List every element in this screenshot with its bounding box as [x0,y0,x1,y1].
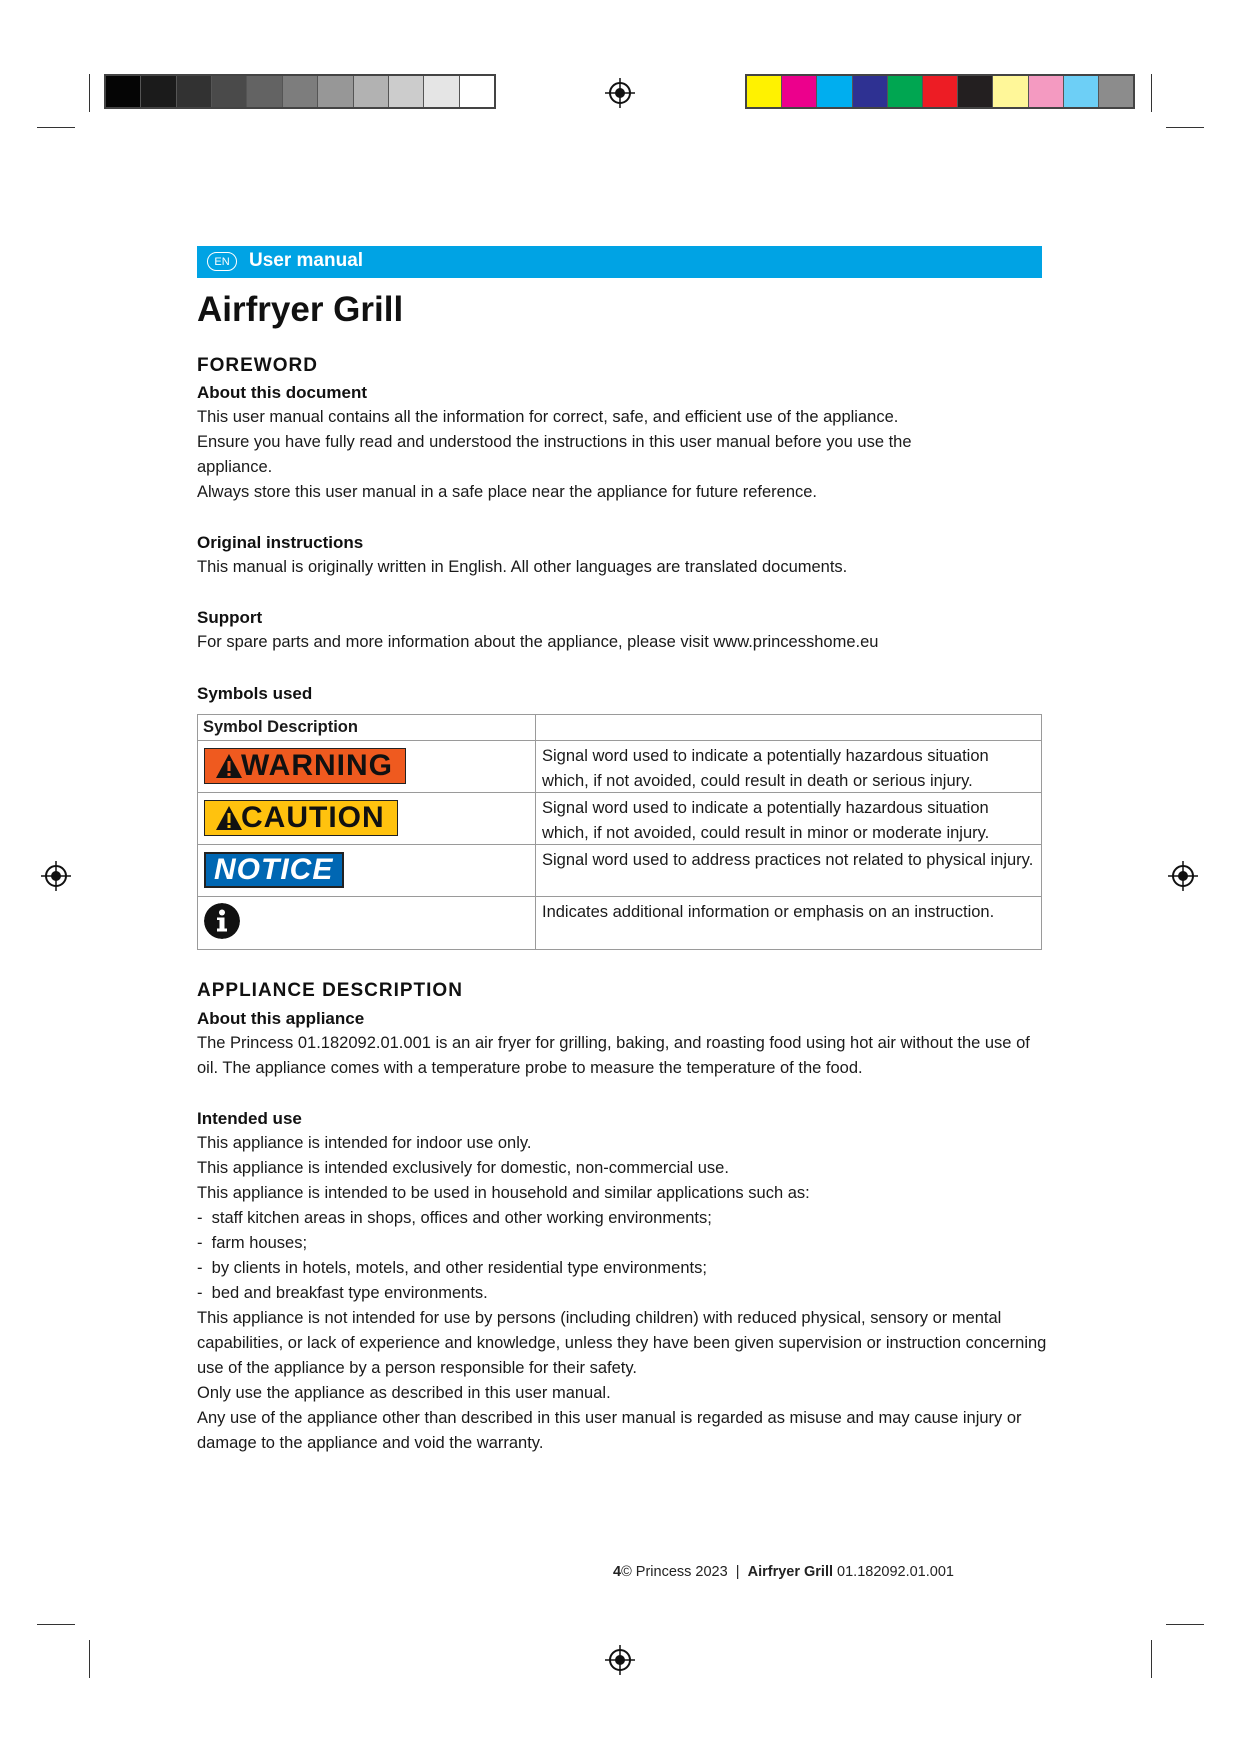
paragraph: Always store this user manual in a safe place near the appliance for future reference. [197,483,818,501]
symbol-cell [198,793,536,844]
description-cell: Indicates additional information or emphasis on an instruction. [542,903,995,921]
list-item-text: staff kitchen areas in shops, offices and other working environments; [211,1209,712,1227]
crop-mark [1166,127,1204,128]
section-heading-foreword: FOREWORD [197,355,318,376]
about-appliance-text: The Princess 01.182092.01.001 is an air fryer for grilling, baking, and roasting food using hot air without the use of oil. The appliance comes with a temperature probe to measure the temperature of the food. [197,1034,1030,1077]
paragraph: This appliance is intended exclusively for domestic, non-commercial use. [197,1159,729,1177]
header-band [197,246,1042,278]
page-footer [613,1564,954,1580]
color-swatch [782,76,817,107]
registration-mark-icon [1168,861,1198,891]
notice-sign-label: NOTICE [214,853,334,886]
crop-mark [37,127,75,128]
intended-use-text [197,1131,1047,1456]
page-title: Airfryer Grill [197,290,404,329]
paragraph: This appliance is intended for indoor use only. [197,1134,532,1152]
info-icon [204,903,240,939]
color-swatch [1064,76,1099,107]
color-swatch [1029,76,1064,107]
color-swatch [141,76,176,107]
table-row [198,897,1041,949]
color-swatch [460,76,494,107]
color-swatch [958,76,993,107]
warning-sign-label: WARNING [241,749,393,782]
table-row [198,845,1041,897]
warning-sign [204,748,406,784]
table-row [198,741,1041,793]
grayscale-calibration-bar [104,74,496,109]
list-item: - farm houses; [197,1234,308,1252]
symbol-cell [198,741,536,792]
color-swatch [853,76,888,107]
description-cell: Signal word used to indicate a potentially hazardous situation which, if not avoided, could result in minor or moderate injury. [542,799,990,842]
original-instructions-text: This manual is originally written in English. All other languages are translated documents. [197,558,848,576]
color-swatch [817,76,852,107]
color-swatch [923,76,958,107]
paragraph: Ensure you have fully read and understood the instructions in this user manual before you use the appliance. [197,433,912,476]
paragraph: This appliance is not intended for use by persons (including children) with reduced physical, sensory or mental capabilities, or lack of experience and knowledge, unless they have been given supervision or instruction concerning use of the appliance by a person responsible for their safety. [197,1309,1047,1377]
registration-mark-icon [41,861,71,891]
symbol-cell [198,897,536,949]
color-swatch [747,76,782,107]
color-swatch [389,76,424,107]
description-cell: Signal word used to indicate a potentially hazardous situation which, if not avoided, could result in death or serious injury. [542,747,989,790]
footer-model: 01.182092.01.001 [837,1564,954,1580]
color-swatch [212,76,247,107]
table-header-row [198,715,1041,741]
subheading-about-appliance: About this appliance [197,1009,365,1028]
color-swatch [1099,76,1133,107]
caution-sign [204,800,398,836]
description-cell: Signal word used to address practices not related to physical injury. [542,851,1034,869]
list-item: - by clients in hotels, motels, and other residential type environments; [197,1259,707,1277]
registration-mark-icon [605,78,635,108]
about-document-text [197,405,987,505]
color-swatch [424,76,459,107]
table-header-cell: Symbol Description [198,715,536,740]
paragraph: This user manual contains all the information for correct, safe, and efficient use of the appliance. [197,408,899,426]
table-row [198,793,1041,845]
color-swatch [354,76,389,107]
subheading-about-document: About this document [197,383,367,402]
symbol-cell [198,845,536,896]
section-heading-appliance-description: APPLIANCE DESCRIPTION [197,980,463,1001]
symbols-table [197,714,1042,950]
footer-copyright: © Princess 2023 [621,1564,728,1580]
list-item-text: farm houses; [211,1234,308,1252]
support-text: For spare parts and more information about the appliance, please visit www.princesshome.eu [197,633,879,651]
caution-triangle-icon [215,805,243,831]
color-swatch [283,76,318,107]
color-calibration-bar [745,74,1135,109]
table-header-cell-empty [536,715,1041,740]
color-swatch [106,76,141,107]
registration-mark-icon [605,1645,635,1675]
subheading-intended-use: Intended use [197,1109,302,1128]
page-number: 4 [613,1564,622,1580]
color-swatch [888,76,923,107]
language-badge: EN [207,252,237,271]
list-item-text: by clients in hotels, motels, and other residential type environments; [211,1259,707,1277]
subheading-symbols-used: Symbols used [197,684,313,703]
manual-type-label: User manual [249,250,364,271]
list-item-text: bed and breakfast type environments. [211,1284,488,1302]
subheading-original-instructions: Original instructions [197,533,364,552]
warning-triangle-icon [215,753,243,779]
caution-sign-label: CAUTION [241,801,385,834]
crop-mark [1151,1640,1152,1678]
footer-product: Airfryer Grill [747,1564,834,1580]
subheading-support: Support [197,608,263,627]
crop-mark [89,74,90,112]
color-swatch [247,76,282,107]
notice-sign [204,852,344,888]
list-item: - bed and breakfast type environments. [197,1284,488,1302]
color-swatch [177,76,212,107]
paragraph: This appliance is intended to be used in household and similar applications such as: [197,1184,810,1202]
crop-mark [37,1624,75,1625]
crop-mark [89,1640,90,1678]
color-swatch [993,76,1028,107]
paragraph: Only use the appliance as described in this user manual. [197,1384,611,1402]
crop-mark [1166,1624,1204,1625]
paragraph: Any use of the appliance other than described in this user manual is regarded as misuse and may cause injury or damage to the appliance and void the warranty. [197,1409,1022,1452]
color-swatch [318,76,353,107]
list-item: - staff kitchen areas in shops, offices and other working environments; [197,1209,712,1227]
crop-mark [1151,74,1152,112]
footer-separator: | [735,1564,740,1580]
